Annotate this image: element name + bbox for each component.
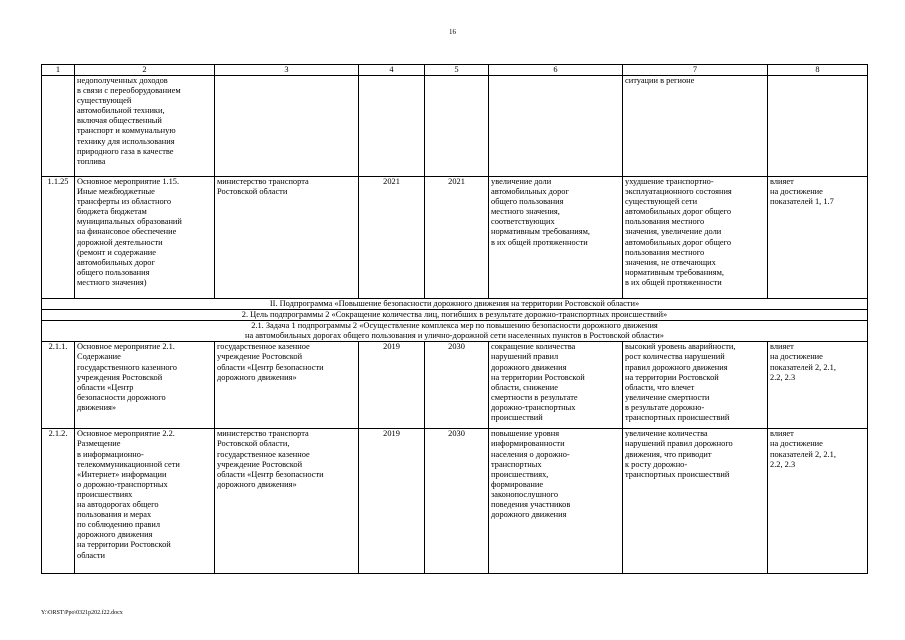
end-year: 2030	[425, 429, 489, 574]
table-row	[42, 429, 868, 574]
row-number: 1.1.25	[42, 177, 75, 299]
executor: министерство транспорта Ростовской области	[215, 177, 359, 299]
program-activities-table	[41, 64, 868, 574]
header-cell: 4	[359, 65, 425, 76]
end-year	[425, 76, 489, 177]
goal-header-row	[42, 310, 868, 321]
expected-result: сокращение количества нарушений правил дорожного движения на территории Ростовской области, снижение смертности в результате дорожно-транспортных происшествий	[489, 342, 623, 429]
task-title: 2.1. Задача 1 подпрограммы 2 «Осуществление комплекса мер по повышению безопасности дорожного движения на автомобильных дорогах общего пользования и улично-дорожной сети населенных пунктов в Ростовской области»	[42, 321, 868, 342]
indicator-link: влияет на достижение показателей 2, 2.1, 2.2, 2.3	[768, 429, 868, 574]
indicator-link: влияет на достижение показателей 2, 2.1, 2.2, 2.3	[768, 342, 868, 429]
row-number: 2.1.1.	[42, 342, 75, 429]
end-year: 2021	[425, 177, 489, 299]
page-number: 16	[449, 28, 456, 36]
non-implementation-consequence: ситуации в регионе	[623, 76, 768, 177]
indicator-link: влияет на достижение показателей 1, 1.7	[768, 177, 868, 299]
header-cell: 6	[489, 65, 623, 76]
executor	[215, 76, 359, 177]
start-year	[359, 76, 425, 177]
header-cell: 8	[768, 65, 868, 76]
executor: государственное казенное учреждение Ростовской области «Центр безопасности дорожного движения»	[215, 342, 359, 429]
non-implementation-consequence: ухудшение транспортно- эксплуатационного состояния существующей сети автомобильных дорог общего пользования местного значения, увеличение доли автомобильных дорог общего пользования местного значения, не отвечающих нормативным требованиям, в их общей протяженности	[623, 177, 768, 299]
executor: министерство транспорта Ростовской области, государственное казенное учреждение Ростовской области «Центр безопасности дорожного движения»	[215, 429, 359, 574]
task-header-row	[42, 321, 868, 342]
non-implementation-consequence: увеличение количества нарушений правил дорожного движения, что приводит к росту дорожно- транспортных происшествий	[623, 429, 768, 574]
goal-title: 2. Цель подпрограммы 2 «Сокращение количества лиц, погибших в результате дорожно-транспортных происшествий»	[42, 310, 868, 321]
subprogram-title: II. Подпрограмма «Повышение безопасности дорожного движения на территории Ростовской области»	[42, 299, 868, 310]
table-row	[42, 76, 868, 177]
expected-result	[489, 76, 623, 177]
header-cell: 2	[75, 65, 215, 76]
start-year: 2019	[359, 342, 425, 429]
activity-name: Основное мероприятие 1.15. Иные межбюджетные трансферты из областного бюджета бюджетам муниципальных образований на финансовое обеспечение дорожной деятельности (ремонт и содержание автомобильных дорог общего пользования местного значения)	[75, 177, 215, 299]
start-year: 2019	[359, 429, 425, 574]
header-cell: 1	[42, 65, 75, 76]
table-row	[42, 177, 868, 299]
table-row	[42, 342, 868, 429]
expected-result: повышение уровня информированности населения о дорожно- транспортных происшествиях, формирование законопослушного поведения участников дорожного движения	[489, 429, 623, 574]
non-implementation-consequence: высокий уровень аварийности, рост количества нарушений правил дорожного движения на территории Ростовской области, что влечет увеличение смертности в результате дорожно- транспортных происшествий	[623, 342, 768, 429]
subprogram-header-row	[42, 299, 868, 310]
activity-name: Основное мероприятие 2.2. Размещение в информационно- телекоммуникационной сети «Интернет» информации о дорожно-транспортных происшествиях на автодорогах общего пользования и мерах по соблюдению правил дорожного движения на территории Ростовской области	[75, 429, 215, 574]
indicator-link	[768, 76, 868, 177]
expected-result: увеличение доли автомобильных дорог общего пользования местного значения, соответствующих нормативным требованиям, в их общей протяженности	[489, 177, 623, 299]
header-cell: 5	[425, 65, 489, 76]
column-number-row	[42, 65, 868, 76]
row-number: 2.1.2.	[42, 429, 75, 574]
activity-name: Основное мероприятие 2.1. Содержание государственного казенного учреждения Ростовской области «Центр безопасности дорожного движения»	[75, 342, 215, 429]
row-number	[42, 76, 75, 177]
activity-name: недополученных доходов в связи с переоборудованием существующей автомобильной техники, включая общественный транспорт и коммунальную технику для использования природного газа в качестве топлива	[75, 76, 215, 177]
end-year: 2030	[425, 342, 489, 429]
file-path-footer: Y:\ORST\Ppo\0321p202.f22.docx	[41, 610, 123, 616]
start-year: 2021	[359, 177, 425, 299]
header-cell: 7	[623, 65, 768, 76]
header-cell: 3	[215, 65, 359, 76]
